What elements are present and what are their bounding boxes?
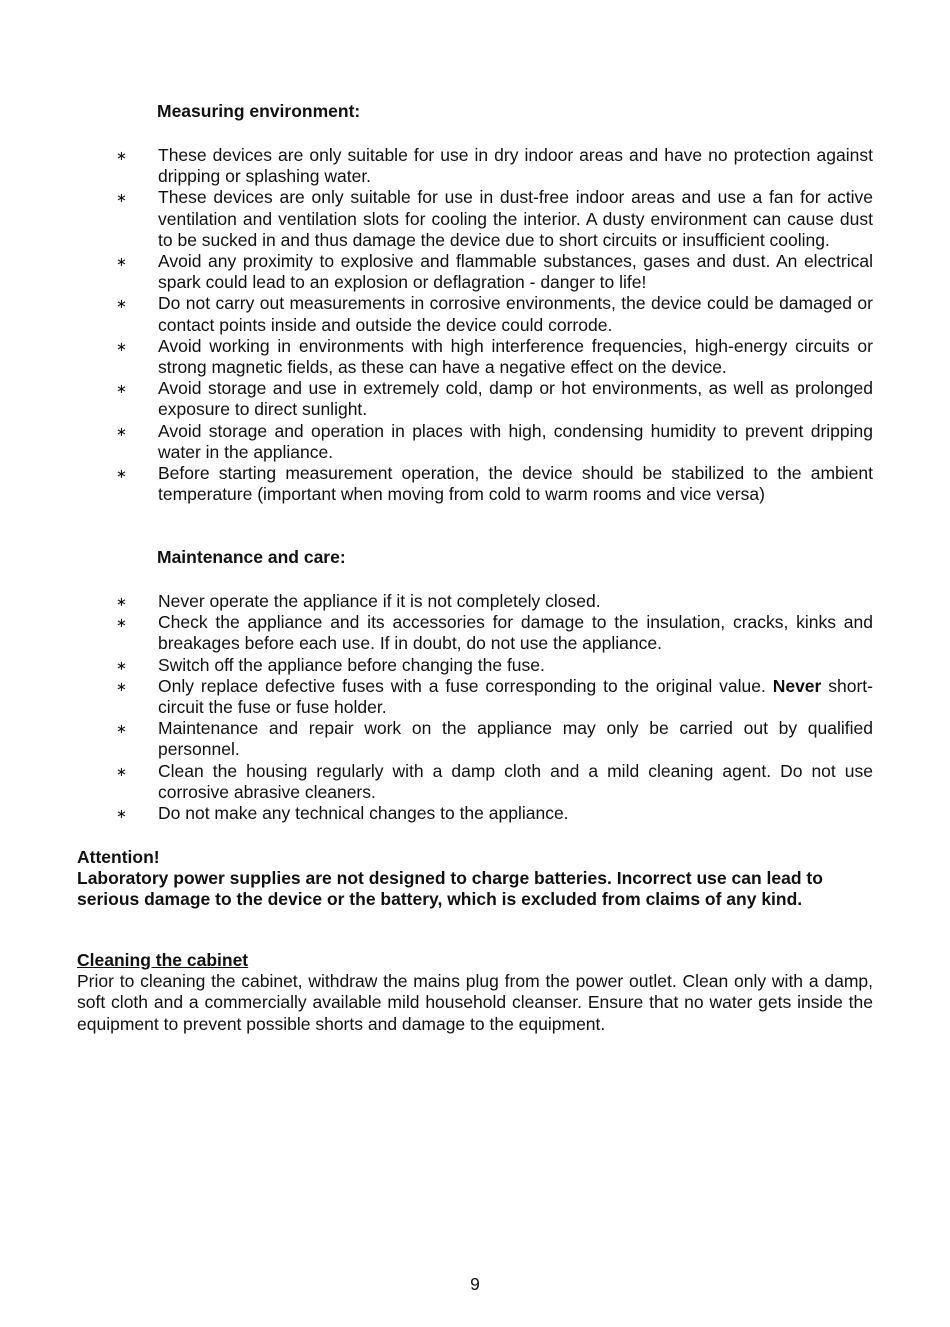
list-item <box>0 803 873 824</box>
bullet-marker: ∗ <box>116 657 127 673</box>
list-item-text: Clean the housing regularly with a damp cloth and a mild cleaning agent. Do not use corrosive abrasive cleaners. <box>158 760 873 802</box>
bullet-marker: ∗ <box>116 423 127 439</box>
list-item-text: Check the appliance and its accessories for damage to the insulation, cracks, kinks and breakages before each use. If in doubt, do not use the appliance. <box>158 612 873 654</box>
bullet-marker: ∗ <box>116 190 127 206</box>
list-item <box>0 591 873 612</box>
list-item-text: Do not carry out measurements in corrosive environments, the device could be damaged or contact points inside and outside the device could corrode. <box>158 293 873 335</box>
list-item-text: Do not make any technical changes to the appliance. <box>158 803 569 824</box>
bullet-marker: ∗ <box>116 381 127 397</box>
bullet-marker: ∗ <box>116 678 127 694</box>
list-item-text: Before starting measurement operation, the device should be stabilized to the ambient temperature (important when moving from cold to warm rooms and vice versa) <box>158 463 873 505</box>
list-item <box>0 251 873 293</box>
list-item <box>0 378 873 420</box>
list-item <box>0 421 873 463</box>
list-item <box>0 463 873 505</box>
bullet-marker: ∗ <box>116 254 127 270</box>
never-emphasis: Never <box>772 675 822 696</box>
list-item <box>0 293 873 335</box>
maintenance-care-list <box>0 591 950 824</box>
list-item <box>0 676 873 718</box>
bullet-marker: ∗ <box>116 806 127 822</box>
list-item <box>0 612 873 654</box>
attention-title: Attention! <box>77 847 160 867</box>
list-item-text: Avoid storage and use in extremely cold, damp or hot environments, as well as prolonged exposure to direct sunlight. <box>158 378 873 420</box>
bullet-marker: ∗ <box>116 148 127 163</box>
page-number: 9 <box>470 1274 480 1294</box>
list-item <box>0 336 873 378</box>
list-item-text: Avoid working in environments with high interference frequencies, high-energy circuits or strong magnetic fields, as these can have a negative effect on the device. <box>158 335 873 378</box>
list-item-text: These devices are only suitable for use in dry indoor areas and have no protection against dripping or splashing water. <box>158 145 873 187</box>
bullet-marker: ∗ <box>116 594 127 609</box>
list-item-text-before: Only replace defective fuses with a fuse corresponding to the original value. <box>158 675 773 696</box>
measuring-environment-heading: Measuring environment: <box>157 101 361 121</box>
list-item-text-after: short-circuit the fuse or fuse holder. <box>158 675 873 718</box>
cleaning-heading: Cleaning the cabinet <box>77 950 249 970</box>
list-item-text: Switch off the appliance before changing the fuse. <box>158 654 545 675</box>
list-item <box>0 145 873 187</box>
list-item-text: Maintenance and repair work on the appliance may only be carried out by qualified personnel. <box>158 718 873 760</box>
cleaning-text: Prior to cleaning the cabinet, withdraw the mains plug from the power outlet. Clean only with a damp, soft cloth and a commercially available mild household cleanser. Ensure that no water gets inside the equipment to prevent possible shorts and damage to the equipment. <box>77 971 873 1034</box>
cleaning-section <box>77 950 873 1035</box>
list-item-text: Avoid any proximity to explosive and flammable substances, gases and dust. An electrical spark could lead to an explosion or deflagration - danger to life! <box>158 251 873 293</box>
bullet-marker: ∗ <box>116 615 127 631</box>
maintenance-care-heading: Maintenance and care: <box>157 547 346 567</box>
list-item <box>0 718 873 760</box>
attention-text: Laboratory power supplies are not designed to charge batteries. Incorrect use can lead to serious damage to the device or the battery, which is excluded from claims of any kind. <box>77 868 823 910</box>
list-item-text: Avoid storage and operation in places with high, condensing humidity to prevent dripping water in the appliance. <box>158 420 873 462</box>
measuring-environment-list <box>0 145 950 505</box>
bullet-marker: ∗ <box>116 338 127 354</box>
bullet-marker: ∗ <box>116 721 127 737</box>
bullet-marker: ∗ <box>116 466 127 482</box>
bullet-marker: ∗ <box>116 296 127 312</box>
list-item <box>0 187 873 251</box>
list-item-text: These devices are only suitable for use in dust-free indoor areas and use a fan for active ventilation and ventilation slots for cooling the interior. A dusty environment can cause dust to be sucked in and thus damage the device due to short circuits or insufficient cooling. <box>158 187 873 250</box>
list-item-text: Never operate the appliance if it is not completely closed. <box>158 591 601 611</box>
list-item <box>0 761 873 803</box>
list-item <box>0 655 873 676</box>
bullet-marker: ∗ <box>116 763 127 779</box>
attention-notice <box>77 847 873 911</box>
